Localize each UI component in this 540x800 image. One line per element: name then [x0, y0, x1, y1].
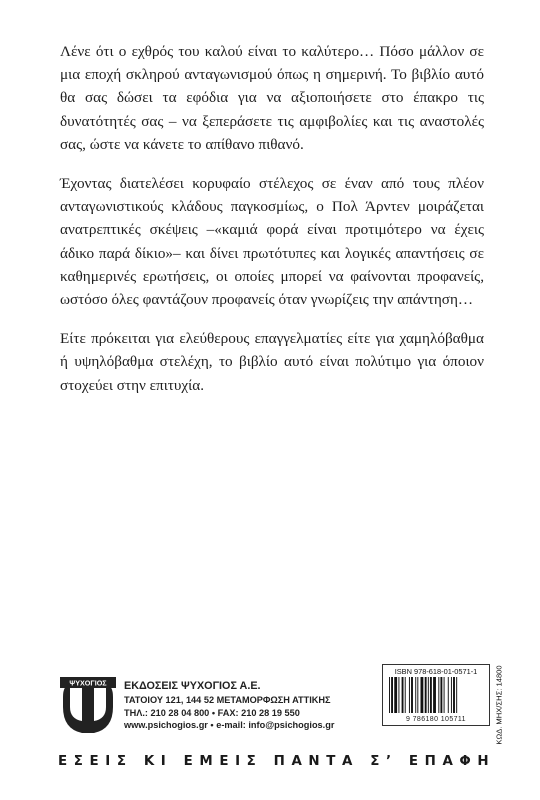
barcode-stripe [456, 677, 457, 713]
barcode-stripe [411, 677, 413, 713]
publisher-block [60, 677, 370, 737]
barcode-stripe [402, 677, 404, 713]
barcode-stripe [428, 677, 429, 713]
barcode-stripe [389, 677, 390, 713]
barcode-stripe [440, 677, 442, 713]
product-code-text: ΚΩΔ. ΜΗΧ/ΣΗΣ: 14800 [494, 665, 504, 745]
product-code [493, 664, 505, 746]
barcode-stripe [421, 677, 424, 713]
barcode-stripe [444, 677, 445, 713]
blurb-paragraph: Είτε πρόκειται για ελεύθερους επαγγελματίες είτε για χαμηλόβαθμα ή υψηλόβαθμα στελέχη, το βιβλίο αυτό είναι πολύτιμο για όποιον στοχεύει στην επιτυχία. [60, 330, 484, 394]
publisher-slogan: ΕΣΕΙΣ ΚΙ ΕΜΕΙΣ ΠΑΝΤΑ Σ’ ΕΠΑΦΗ [58, 754, 496, 769]
barcode-stripe [430, 677, 432, 713]
barcode-stripe [405, 677, 406, 713]
isbn-barcode [382, 664, 490, 726]
barcode-stripe [453, 677, 455, 713]
publisher-info [124, 680, 374, 732]
barcode-stripe [415, 677, 416, 713]
barcode-stripe [438, 677, 439, 713]
publisher-address: ΤΑΤΟΙΟΥ 121, 144 52 ΜΕΤΑΜΟΡΦΩΣΗ ΑΤΤΙΚΗΣ [124, 695, 331, 705]
publisher-name: ΕΚΔΟΣΕΙΣ ΨΥΧΟΓΙΟΣ Α.Ε. [124, 680, 261, 692]
barcode-stripe [451, 677, 452, 713]
logo-text: ΨΥΧΟΓΙΟΣ [69, 678, 107, 688]
blurb-paragraph: Λένε ότι ο εχθρός του καλού είναι το καλύτερο… Πόσο μάλλον σε μια εποχή σκληρού ανταγωνισμού όπως η σημερινή. Το βιβλίο αυτό θα σας δώσει τα εφόδια για να αξιοποιήσετε στο έπακρο τις δυνατότητές σας – να ξεπεράσετε τις αμφιβολίες και τις αναστολές σας, ώστε να κάνετε το απίθανο πιθανό. [60, 43, 484, 153]
barcode-bars [389, 677, 485, 713]
barcode-digits: 9 786180 105711 [406, 716, 466, 723]
barcode-stripe [394, 677, 397, 713]
barcode-stripe [417, 677, 418, 713]
blurb-paragraph: Έχοντας διατελέσει κορυφαίο στέλεχος σε έναν από τους πλέον ανταγωνιστικούς κλάδους παγκοσμίως, ο Πολ Άρντεν μοιράζεται ανατρεπτικές σκέψεις –«καμιά φορά είναι προτιμότερο να έχεις άδικο παρά δίκιο»– και δίνει πρωτότυπες και λογικές απαντήσεις σε καθημερινές ερωτήσεις, οι οποίες μπορεί να φαίνονται προφανείς, ωστόσο όλες φαντάζουν προφανείς όταν γνωρίζεις την απάντηση… [60, 175, 484, 309]
publisher-logo [60, 677, 116, 735]
barcode-stripe [391, 677, 393, 713]
barcode-stripe [398, 677, 399, 713]
publisher-web-email: www.psichogios.gr • e-mail: info@psichogios.gr [124, 720, 335, 731]
isbn-label: ISBN 978-618-01-0571-1 [394, 667, 478, 676]
barcode-stripe [409, 677, 410, 713]
back-cover-blurb [60, 40, 484, 413]
barcode-stripe [433, 677, 436, 713]
barcode-stripe [448, 677, 449, 713]
barcode-stripe [425, 677, 427, 713]
publisher-phone-fax: ΤΗΛ.: 210 28 04 800 • FAX: 210 28 19 550 [124, 707, 300, 718]
